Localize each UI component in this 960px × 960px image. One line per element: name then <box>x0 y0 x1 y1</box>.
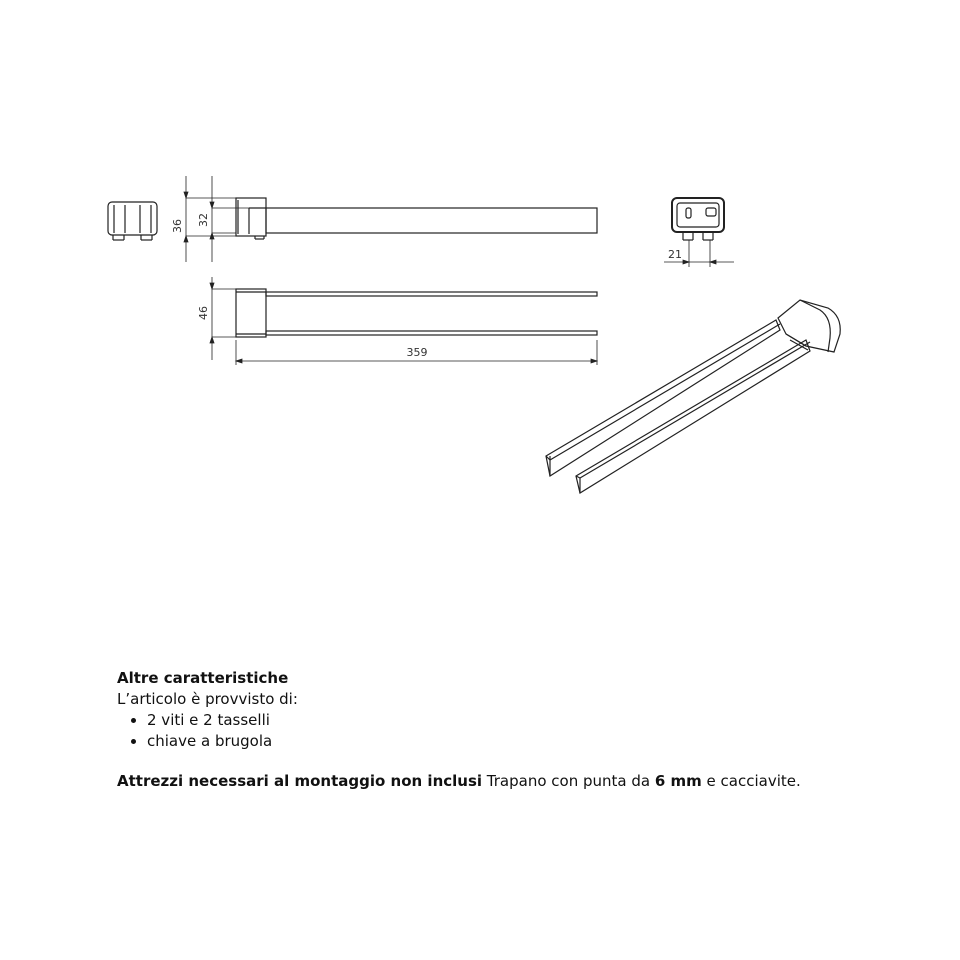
features-heading: Altre caratteristiche <box>117 669 289 687</box>
tools-text-after: e cacciavite. <box>701 772 801 790</box>
side-view <box>236 198 597 239</box>
dim-label-32: 32 <box>197 213 210 227</box>
product-specs <box>117 668 917 792</box>
dim-label-36: 36 <box>171 219 184 233</box>
list-item: • chiave a brugola <box>147 731 917 752</box>
height-dimensions <box>184 176 249 262</box>
dim-label-21: 21 <box>668 248 682 261</box>
dim-label-46: 46 <box>197 306 210 320</box>
tools-note <box>117 771 917 792</box>
end-view-right <box>672 198 724 240</box>
top-view <box>236 289 597 337</box>
tools-label: Attrezzi necessari al montaggio non inclusi <box>117 772 483 790</box>
features-intro: L’articolo è provvisto di: <box>117 690 298 708</box>
features-list <box>117 710 917 752</box>
dim-label-359: 359 <box>406 346 428 359</box>
tools-text-before: Trapano con punta da <box>482 772 655 790</box>
end-view-left <box>108 202 157 240</box>
top-view-dimensions <box>210 277 597 365</box>
list-item: • 2 viti e 2 tasselli <box>147 710 917 731</box>
drill-size: 6 mm <box>654 772 702 790</box>
isometric-view <box>546 300 840 493</box>
